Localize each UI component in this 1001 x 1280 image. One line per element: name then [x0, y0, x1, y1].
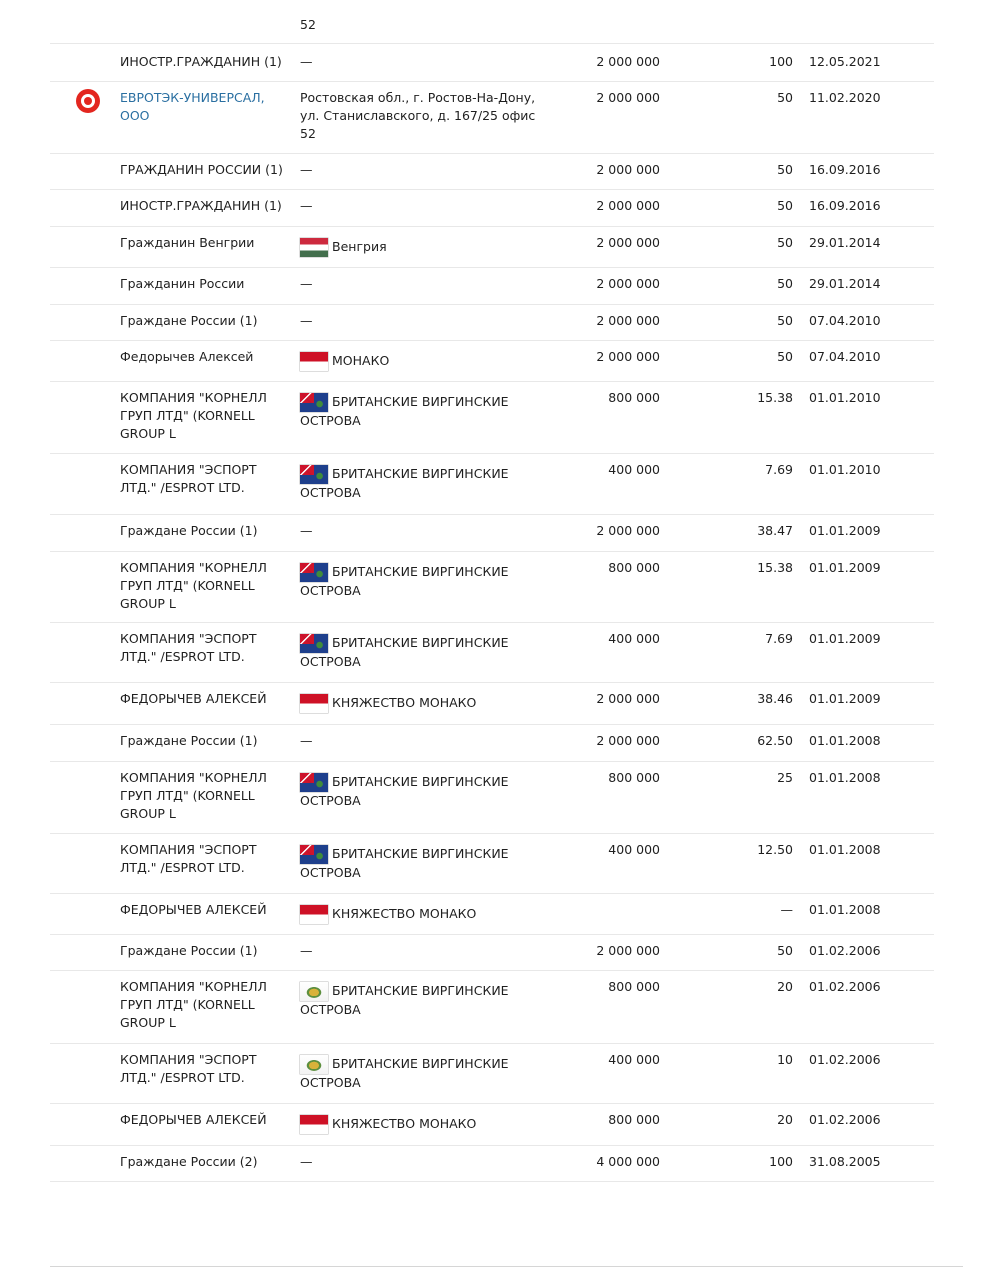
founder-address — [300, 905, 540, 924]
record-date: 16.09.2016 — [809, 162, 881, 177]
flag-vg-icon — [300, 465, 328, 484]
record-date: 01.02.2006 — [809, 979, 881, 994]
share-percent: 7.69 — [765, 631, 793, 646]
founder-address — [300, 197, 540, 215]
record-date: 01.01.2009 — [809, 631, 881, 646]
table-row — [50, 551, 934, 623]
founder-address — [300, 53, 540, 71]
founder-address — [300, 634, 540, 671]
table-row — [50, 189, 934, 227]
founder-address — [300, 393, 540, 430]
record-date: 01.02.2006 — [809, 1112, 881, 1127]
record-date: 01.01.2008 — [809, 842, 881, 857]
founder-address — [300, 522, 540, 540]
founder-name: КОМПАНИЯ "КОРНЕЛЛ ГРУП ЛТД" (KORNELL GROUP L — [120, 770, 267, 821]
flag-vi-icon — [300, 982, 328, 1001]
flag-mc-icon — [300, 1115, 328, 1134]
founder-name: КОМПАНИЯ "ЭСПОРТ ЛТД." /ESPROT LTD. — [120, 462, 257, 495]
flag-vg-icon — [300, 845, 328, 864]
capital-amount: 2 000 000 — [596, 162, 660, 177]
capital-amount: 400 000 — [608, 1052, 660, 1067]
founder-address — [300, 1055, 540, 1092]
share-percent: 12.50 — [757, 842, 793, 857]
founder-address — [300, 352, 540, 371]
share-percent: 50 — [777, 198, 793, 213]
record-date: 01.01.2008 — [809, 733, 881, 748]
share-percent: 50 — [777, 943, 793, 958]
founder-name: ФЕДОРЫЧЕВ АЛЕКСЕЙ — [120, 902, 267, 917]
share-percent: 20 — [777, 1112, 793, 1127]
founder-address — [300, 161, 540, 179]
table-row — [50, 893, 934, 935]
founder-name: КОМПАНИЯ "КОРНЕЛЛ ГРУП ЛТД" (KORNELL GROUP L — [120, 560, 267, 611]
record-date: 31.08.2005 — [809, 1154, 881, 1169]
table-row — [50, 340, 934, 382]
record-date: 01.01.2009 — [809, 691, 881, 706]
capital-amount: 400 000 — [608, 462, 660, 477]
table-row — [50, 8, 934, 44]
founder-name: Гражданин России — [120, 276, 245, 291]
record-date: 01.01.2008 — [809, 902, 881, 917]
table-row — [50, 970, 934, 1044]
footer-divider — [50, 1266, 963, 1267]
founder-address — [300, 1115, 540, 1134]
address-text: — — [300, 276, 313, 291]
record-date: 01.01.2009 — [809, 560, 881, 575]
table-row — [50, 81, 934, 154]
record-date: 01.01.2009 — [809, 523, 881, 538]
founder-address — [300, 845, 540, 882]
capital-amount: 2 000 000 — [596, 523, 660, 538]
share-percent: — — [780, 902, 793, 917]
founder-name: Гражданин Венгрии — [120, 235, 255, 250]
share-percent: 15.38 — [757, 560, 793, 575]
founder-address — [300, 16, 540, 34]
table-row — [50, 153, 934, 190]
flag-vg-icon — [300, 634, 328, 653]
record-date: 07.04.2010 — [809, 313, 881, 328]
record-date: 01.01.2010 — [809, 390, 881, 405]
founder-address — [300, 773, 540, 810]
capital-amount: 2 000 000 — [596, 943, 660, 958]
table-row — [50, 304, 934, 341]
address-text: КНЯЖЕСТВО МОНАКО — [332, 695, 477, 710]
founder-address — [300, 694, 540, 713]
capital-amount: 4 000 000 — [596, 1154, 660, 1169]
founder-name: ФЕДОРЫЧЕВ АЛЕКСЕЙ — [120, 691, 267, 706]
capital-amount: 800 000 — [608, 979, 660, 994]
share-percent: 62.50 — [757, 733, 793, 748]
founder-name: ИНОСТР.ГРАЖДАНИН (1) — [120, 54, 282, 69]
founder-name: КОМПАНИЯ "ЭСПОРТ ЛТД." /ESPROT LTD. — [120, 842, 257, 875]
founder-address — [300, 982, 540, 1019]
founder-name: Граждане России (1) — [120, 733, 258, 748]
founder-address — [300, 238, 540, 257]
table-row — [50, 682, 934, 725]
founder-address — [300, 1153, 540, 1171]
table-row — [50, 622, 934, 683]
address-text: — — [300, 162, 313, 177]
capital-amount: 800 000 — [608, 770, 660, 785]
address-text: БРИТАНСКИЕ ВИРГИНСКИЕ ОСТРОВА — [300, 846, 509, 880]
address-text: КНЯЖЕСТВО МОНАКО — [332, 1116, 477, 1131]
address-text: — — [300, 313, 313, 328]
founder-name: Граждане России (2) — [120, 1154, 258, 1169]
address-text: БРИТАНСКИЕ ВИРГИНСКИЕ ОСТРОВА — [300, 394, 509, 428]
record-date: 01.02.2006 — [809, 943, 881, 958]
share-percent: 25 — [777, 770, 793, 785]
share-percent: 7.69 — [765, 462, 793, 477]
founder-address — [300, 89, 540, 143]
address-text: — — [300, 523, 313, 538]
address-text: БРИТАНСКИЕ ВИРГИНСКИЕ ОСТРОВА — [300, 774, 509, 808]
address-text: КНЯЖЕСТВО МОНАКО — [332, 906, 477, 921]
capital-amount: 2 000 000 — [596, 198, 660, 213]
capital-amount: 2 000 000 — [596, 691, 660, 706]
address-text: БРИТАНСКИЕ ВИРГИНСКИЕ ОСТРОВА — [300, 1056, 509, 1090]
founder-name: ИНОСТР.ГРАЖДАНИН (1) — [120, 198, 282, 213]
capital-amount: 2 000 000 — [596, 733, 660, 748]
capital-amount: 2 000 000 — [596, 54, 660, 69]
share-percent: 100 — [769, 54, 793, 69]
address-text: — — [300, 198, 313, 213]
flag-mc-icon — [300, 352, 328, 371]
record-date: 07.04.2010 — [809, 349, 881, 364]
share-percent: 38.47 — [757, 523, 793, 538]
table-row — [50, 1145, 934, 1182]
share-percent: 50 — [777, 162, 793, 177]
founder-address — [300, 732, 540, 750]
founder-name: Граждане России (1) — [120, 313, 258, 328]
capital-amount: 800 000 — [608, 560, 660, 575]
flag-mc-icon — [300, 905, 328, 924]
share-percent: 100 — [769, 1154, 793, 1169]
record-date: 12.05.2021 — [809, 54, 881, 69]
founder-name: Федорычев Алексей — [120, 349, 254, 364]
capital-amount: 400 000 — [608, 842, 660, 857]
share-percent: 50 — [777, 313, 793, 328]
record-date: 29.01.2014 — [809, 235, 881, 250]
record-date: 29.01.2014 — [809, 276, 881, 291]
share-percent: 38.46 — [757, 691, 793, 706]
address-text: БРИТАНСКИЕ ВИРГИНСКИЕ ОСТРОВА — [300, 635, 509, 669]
table-row — [50, 267, 934, 305]
company-link[interactable]: ЕВРОТЭК-УНИВЕРСАЛ, ООО — [120, 90, 265, 123]
capital-amount: 2 000 000 — [596, 349, 660, 364]
table-row — [50, 45, 934, 82]
address-text: Венгрия — [332, 239, 387, 254]
record-date: 16.09.2016 — [809, 198, 881, 213]
flag-mc-icon — [300, 694, 328, 713]
share-percent: 50 — [777, 276, 793, 291]
table-row — [50, 833, 934, 894]
capital-amount: 2 000 000 — [596, 90, 660, 105]
founder-name: Граждане России (1) — [120, 523, 258, 538]
flag-vi-icon — [300, 1055, 328, 1074]
capital-amount: 800 000 — [608, 1112, 660, 1127]
founder-address — [300, 563, 540, 600]
capital-amount: 800 000 — [608, 390, 660, 405]
address-text: БРИТАНСКИЕ ВИРГИНСКИЕ ОСТРОВА — [300, 983, 509, 1017]
founder-name: КОМПАНИЯ "ЭСПОРТ ЛТД." /ESPROT LTD. — [120, 631, 257, 664]
address-text: — — [300, 1154, 313, 1169]
share-percent: 50 — [777, 90, 793, 105]
table-row — [50, 934, 934, 971]
flag-vg-icon — [300, 563, 328, 582]
address-text: МОНАКО — [332, 353, 390, 368]
table-row — [50, 453, 934, 515]
table-row — [50, 1103, 934, 1146]
founder-name: КОМПАНИЯ "КОРНЕЛЛ ГРУП ЛТД" (KORNELL GROUP L — [120, 979, 267, 1030]
table-row — [50, 381, 934, 454]
flag-vg-icon — [300, 393, 328, 412]
share-percent: 50 — [777, 349, 793, 364]
capital-amount: 2 000 000 — [596, 276, 660, 291]
capital-amount: 2 000 000 — [596, 235, 660, 250]
company-logo-icon — [76, 89, 102, 115]
flag-hu-icon — [300, 238, 328, 257]
record-date: 01.02.2006 — [809, 1052, 881, 1067]
address-text: 52 — [300, 17, 316, 32]
table-row — [50, 724, 934, 762]
record-date: 01.01.2010 — [809, 462, 881, 477]
share-percent: 20 — [777, 979, 793, 994]
capital-amount: 400 000 — [608, 631, 660, 646]
address-text: — — [300, 54, 313, 69]
share-percent: 50 — [777, 235, 793, 250]
founder-name: ФЕДОРЫЧЕВ АЛЕКСЕЙ — [120, 1112, 267, 1127]
table-row — [50, 514, 934, 552]
share-percent: 15.38 — [757, 390, 793, 405]
record-date: 01.01.2008 — [809, 770, 881, 785]
address-text: — — [300, 733, 313, 748]
founder-name: КОМПАНИЯ "ЭСПОРТ ЛТД." /ESPROT LTD. — [120, 1052, 257, 1085]
founder-name: ГРАЖДАНИН РОССИИ (1) — [120, 162, 283, 177]
address-text: БРИТАНСКИЕ ВИРГИНСКИЕ ОСТРОВА — [300, 466, 509, 500]
record-date: 11.02.2020 — [809, 90, 881, 105]
founder-name: Граждане России (1) — [120, 943, 258, 958]
founder-name: КОМПАНИЯ "КОРНЕЛЛ ГРУП ЛТД" (KORNELL GROUP L — [120, 390, 267, 441]
capital-amount: 2 000 000 — [596, 313, 660, 328]
table-row — [50, 761, 934, 834]
address-text: — — [300, 943, 313, 958]
address-text: Ростовская обл., г. Ростов-На-Дону, ул. Станиславского, д. 167/25 офис 52 — [300, 90, 536, 141]
flag-vg-icon — [300, 773, 328, 792]
table-row — [50, 226, 934, 268]
founder-address — [300, 942, 540, 960]
table-row — [50, 1043, 934, 1104]
founder-address — [300, 465, 540, 502]
address-text: БРИТАНСКИЕ ВИРГИНСКИЕ ОСТРОВА — [300, 564, 509, 598]
founder-address — [300, 312, 540, 330]
founder-address — [300, 275, 540, 293]
share-percent: 10 — [777, 1052, 793, 1067]
